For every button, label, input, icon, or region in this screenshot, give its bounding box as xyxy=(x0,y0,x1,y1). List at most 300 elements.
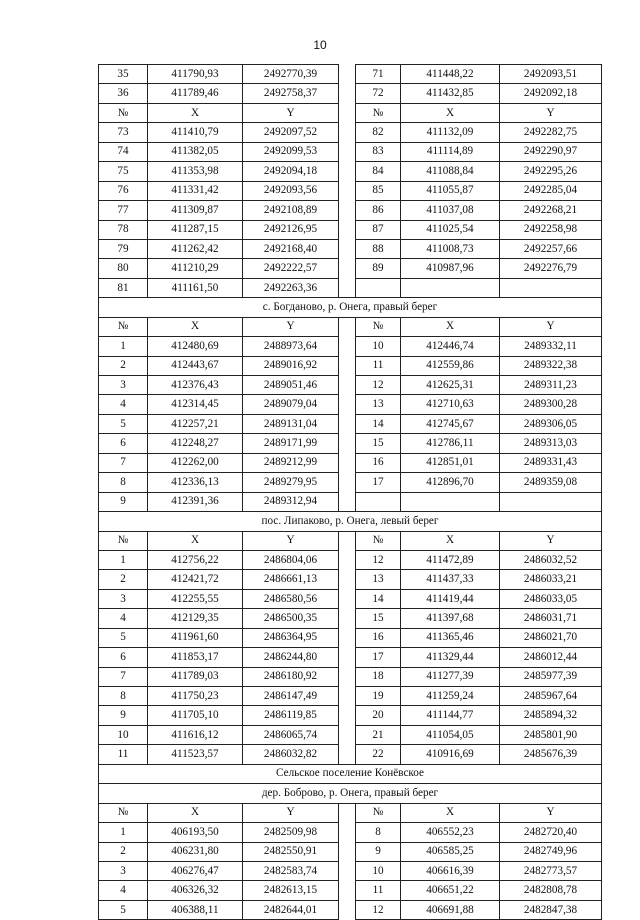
column-header-x: X xyxy=(401,531,500,550)
y-coordinate: 2485977,39 xyxy=(500,667,602,686)
coordinates-table xyxy=(98,64,602,920)
point-number: 15 xyxy=(356,609,401,628)
table-row xyxy=(99,881,602,900)
point-number: 8 xyxy=(99,473,148,492)
point-number: 75 xyxy=(99,162,148,181)
x-coordinate: 411410,79 xyxy=(148,123,243,142)
y-coordinate: 2489331,43 xyxy=(500,453,602,472)
column-header-x: X xyxy=(148,317,243,336)
point-number: 12 xyxy=(356,900,401,919)
column-header-num: № xyxy=(99,317,148,336)
y-coordinate: 2489300,28 xyxy=(500,395,602,414)
point-number: 4 xyxy=(99,609,148,628)
column-gap xyxy=(339,201,356,220)
y-coordinate: 2486119,85 xyxy=(243,706,339,725)
column-gap xyxy=(339,628,356,647)
x-coordinate: 411616,12 xyxy=(148,725,243,744)
column-header-x: X xyxy=(401,317,500,336)
point-number: 6 xyxy=(99,648,148,667)
y-coordinate: 2482644,01 xyxy=(243,900,339,919)
y-coordinate: 2492257,66 xyxy=(500,239,602,258)
y-coordinate: 2482749,96 xyxy=(500,842,602,861)
column-header-y: Y xyxy=(243,103,339,122)
column-gap xyxy=(339,376,356,395)
x-coordinate: 411054,05 xyxy=(401,725,500,744)
point-number: 8 xyxy=(99,687,148,706)
x-coordinate: 411277,39 xyxy=(401,667,500,686)
y-coordinate: 2492263,36 xyxy=(243,278,339,297)
table-row xyxy=(99,725,602,744)
column-header-y: Y xyxy=(500,103,602,122)
x-coordinate: 410916,69 xyxy=(401,745,500,764)
point-number: 72 xyxy=(356,84,401,103)
column-gap xyxy=(339,881,356,900)
y-coordinate: 2489332,11 xyxy=(500,337,602,356)
y-coordinate: 2489212,99 xyxy=(243,453,339,472)
point-number: 73 xyxy=(99,123,148,142)
column-header-y: Y xyxy=(500,803,602,822)
x-coordinate: 411055,87 xyxy=(401,181,500,200)
table-row xyxy=(99,900,602,919)
table-row xyxy=(99,65,602,84)
table-row xyxy=(99,667,602,686)
y-coordinate: 2492770,39 xyxy=(243,65,339,84)
section-title: Сельское поселение Конёвское xyxy=(99,764,602,783)
point-number: 15 xyxy=(356,434,401,453)
point-number: 9 xyxy=(99,492,148,511)
point-number: 71 xyxy=(356,65,401,84)
x-coordinate: 411025,54 xyxy=(401,220,500,239)
point-number: 12 xyxy=(356,550,401,569)
table-row xyxy=(99,609,602,628)
column-gap xyxy=(339,434,356,453)
point-number: 2 xyxy=(99,842,148,861)
section-title-row xyxy=(99,512,602,531)
table-row xyxy=(99,84,602,103)
x-coordinate: 411448,22 xyxy=(401,65,500,84)
table-row xyxy=(99,706,602,725)
column-gap xyxy=(339,900,356,919)
y-coordinate: 2492092,18 xyxy=(500,84,602,103)
table-row xyxy=(99,220,602,239)
point-number: 89 xyxy=(356,259,401,278)
y-coordinate: 2485801,90 xyxy=(500,725,602,744)
x-coordinate: 412480,69 xyxy=(148,337,243,356)
column-gap xyxy=(339,142,356,161)
column-gap xyxy=(339,706,356,725)
column-gap xyxy=(339,395,356,414)
x-coordinate: 411262,42 xyxy=(148,239,243,258)
column-header-num: № xyxy=(356,803,401,822)
y-coordinate: 2486065,74 xyxy=(243,725,339,744)
table-row xyxy=(99,473,602,492)
y-coordinate: 2492108,89 xyxy=(243,201,339,220)
point-number: 10 xyxy=(356,337,401,356)
section-title: пос. Липаково, р. Онега, левый берег xyxy=(99,512,602,531)
column-gap xyxy=(339,823,356,842)
x-coordinate: 411331,42 xyxy=(148,181,243,200)
y-coordinate: 2482773,57 xyxy=(500,861,602,880)
y-coordinate: 2486804,06 xyxy=(243,550,339,569)
x-coordinate: 406231,80 xyxy=(148,842,243,861)
x-coordinate: 411132,09 xyxy=(401,123,500,142)
point-number: 84 xyxy=(356,162,401,181)
x-coordinate: 412896,70 xyxy=(401,473,500,492)
point-number: 4 xyxy=(99,881,148,900)
x-coordinate: 412786,11 xyxy=(401,434,500,453)
column-gap xyxy=(339,648,356,667)
y-coordinate: 2492126,95 xyxy=(243,220,339,239)
section-title: дер. Боброво, р. Онега, правый берег xyxy=(99,784,602,803)
section-title-row xyxy=(99,764,602,783)
point-number: 77 xyxy=(99,201,148,220)
column-gap xyxy=(339,278,356,297)
x-coordinate: 412851,01 xyxy=(401,453,500,472)
y-coordinate: 2492222,57 xyxy=(243,259,339,278)
table-row xyxy=(99,589,602,608)
section-title-row xyxy=(99,784,602,803)
y-coordinate: 2486033,21 xyxy=(500,570,602,589)
y-coordinate: 2486180,92 xyxy=(243,667,339,686)
y-coordinate: 2489306,05 xyxy=(500,414,602,433)
x-coordinate: 410987,96 xyxy=(401,259,500,278)
x-coordinate: 411961,60 xyxy=(148,628,243,647)
column-header-x: X xyxy=(148,103,243,122)
section-title-row xyxy=(99,298,602,317)
x-coordinate xyxy=(401,278,500,297)
column-header-num: № xyxy=(99,103,148,122)
x-coordinate: 411309,87 xyxy=(148,201,243,220)
column-gap xyxy=(339,337,356,356)
x-coordinate: 411144,77 xyxy=(401,706,500,725)
y-coordinate: 2489359,08 xyxy=(500,473,602,492)
y-coordinate: 2485676,39 xyxy=(500,745,602,764)
table-row xyxy=(99,492,602,511)
x-coordinate: 406552,23 xyxy=(401,823,500,842)
y-coordinate: 2486580,56 xyxy=(243,589,339,608)
x-coordinate: 406651,22 xyxy=(401,881,500,900)
point-number: 35 xyxy=(99,65,148,84)
x-coordinate: 412421,72 xyxy=(148,570,243,589)
point-number: 88 xyxy=(356,239,401,258)
point-number xyxy=(356,278,401,297)
point-number: 11 xyxy=(99,745,148,764)
header-row xyxy=(99,317,602,336)
table-row xyxy=(99,376,602,395)
table-row xyxy=(99,201,602,220)
y-coordinate: 2489016,92 xyxy=(243,356,339,375)
point-number: 9 xyxy=(99,706,148,725)
point-number: 86 xyxy=(356,201,401,220)
y-coordinate: 2486033,05 xyxy=(500,589,602,608)
column-header-x: X xyxy=(148,803,243,822)
x-coordinate: 411397,68 xyxy=(401,609,500,628)
x-coordinate: 406691,88 xyxy=(401,900,500,919)
column-gap xyxy=(339,453,356,472)
point-number: 17 xyxy=(356,648,401,667)
x-coordinate: 406585,25 xyxy=(401,842,500,861)
column-gap xyxy=(339,842,356,861)
y-coordinate: 2482720,40 xyxy=(500,823,602,842)
column-gap xyxy=(339,259,356,278)
point-number: 79 xyxy=(99,239,148,258)
point-number: 22 xyxy=(356,745,401,764)
header-row xyxy=(99,803,602,822)
table-row xyxy=(99,628,602,647)
column-header-num: № xyxy=(99,803,148,822)
point-number: 3 xyxy=(99,861,148,880)
x-coordinate: 406616,39 xyxy=(401,861,500,880)
x-coordinate: 411008,73 xyxy=(401,239,500,258)
point-number: 14 xyxy=(356,414,401,433)
point-number: 12 xyxy=(356,376,401,395)
table-row xyxy=(99,123,602,142)
column-gap xyxy=(339,123,356,142)
header-row xyxy=(99,103,602,122)
y-coordinate xyxy=(500,278,602,297)
point-number: 3 xyxy=(99,376,148,395)
column-gap xyxy=(339,589,356,608)
column-gap xyxy=(339,550,356,569)
y-coordinate: 2492276,79 xyxy=(500,259,602,278)
y-coordinate: 2489279,95 xyxy=(243,473,339,492)
y-coordinate: 2486032,82 xyxy=(243,745,339,764)
point-number: 10 xyxy=(356,861,401,880)
y-coordinate: 2482808,78 xyxy=(500,881,602,900)
x-coordinate: 411088,84 xyxy=(401,162,500,181)
x-coordinate: 411853,17 xyxy=(148,648,243,667)
x-coordinate: 411287,15 xyxy=(148,220,243,239)
point-number: 8 xyxy=(356,823,401,842)
column-header-num: № xyxy=(356,103,401,122)
y-coordinate: 2489322,38 xyxy=(500,356,602,375)
x-coordinate: 411037,08 xyxy=(401,201,500,220)
x-coordinate: 412625,31 xyxy=(401,376,500,395)
column-gap xyxy=(339,65,356,84)
point-number: 80 xyxy=(99,259,148,278)
table-row xyxy=(99,181,602,200)
x-coordinate: 412129,35 xyxy=(148,609,243,628)
x-coordinate: 411114,89 xyxy=(401,142,500,161)
column-gap xyxy=(339,414,356,433)
point-number: 13 xyxy=(356,570,401,589)
point-number: 87 xyxy=(356,220,401,239)
point-number: 82 xyxy=(356,123,401,142)
x-coordinate: 411750,23 xyxy=(148,687,243,706)
x-coordinate: 412248,27 xyxy=(148,434,243,453)
column-gap xyxy=(339,803,356,822)
y-coordinate: 2492093,56 xyxy=(243,181,339,200)
x-coordinate: 411210,29 xyxy=(148,259,243,278)
x-coordinate: 411437,33 xyxy=(401,570,500,589)
point-number: 1 xyxy=(99,550,148,569)
y-coordinate: 2489311,23 xyxy=(500,376,602,395)
x-coordinate: 406388,11 xyxy=(148,900,243,919)
x-coordinate: 412336,13 xyxy=(148,473,243,492)
point-number: 1 xyxy=(99,823,148,842)
column-gap xyxy=(339,687,356,706)
column-gap xyxy=(339,239,356,258)
column-gap xyxy=(339,220,356,239)
column-gap xyxy=(339,317,356,336)
point-number: 2 xyxy=(99,570,148,589)
x-coordinate: 411790,93 xyxy=(148,65,243,84)
x-coordinate xyxy=(401,492,500,511)
x-coordinate: 411161,50 xyxy=(148,278,243,297)
y-coordinate: 2482550,91 xyxy=(243,842,339,861)
x-coordinate: 406193,50 xyxy=(148,823,243,842)
y-coordinate: 2486031,71 xyxy=(500,609,602,628)
x-coordinate: 412257,21 xyxy=(148,414,243,433)
column-header-num: № xyxy=(99,531,148,550)
column-gap xyxy=(339,745,356,764)
x-coordinate: 411419,44 xyxy=(401,589,500,608)
column-header-x: X xyxy=(148,531,243,550)
point-number: 18 xyxy=(356,667,401,686)
column-gap xyxy=(339,667,356,686)
column-gap xyxy=(339,103,356,122)
point-number: 13 xyxy=(356,395,401,414)
column-gap xyxy=(339,473,356,492)
y-coordinate: 2486021,70 xyxy=(500,628,602,647)
point-number: 21 xyxy=(356,725,401,744)
y-coordinate: 2486244,80 xyxy=(243,648,339,667)
column-gap xyxy=(339,162,356,181)
table-row xyxy=(99,395,602,414)
x-coordinate: 406276,47 xyxy=(148,861,243,880)
y-coordinate: 2486147,49 xyxy=(243,687,339,706)
point-number: 1 xyxy=(99,337,148,356)
y-coordinate: 2492258,98 xyxy=(500,220,602,239)
column-header-num: № xyxy=(356,317,401,336)
point-number: 19 xyxy=(356,687,401,706)
point-number: 5 xyxy=(99,628,148,647)
point-number xyxy=(356,492,401,511)
column-gap xyxy=(339,492,356,511)
table-row xyxy=(99,259,602,278)
x-coordinate: 412255,55 xyxy=(148,589,243,608)
x-coordinate: 412262,00 xyxy=(148,453,243,472)
y-coordinate: 2492097,52 xyxy=(243,123,339,142)
point-number: 7 xyxy=(99,667,148,686)
y-coordinate: 2489131,04 xyxy=(243,414,339,433)
table-row xyxy=(99,414,602,433)
x-coordinate: 412391,36 xyxy=(148,492,243,511)
point-number: 5 xyxy=(99,900,148,919)
y-coordinate: 2489171,99 xyxy=(243,434,339,453)
point-number: 81 xyxy=(99,278,148,297)
x-coordinate: 411353,98 xyxy=(148,162,243,181)
y-coordinate: 2489312,94 xyxy=(243,492,339,511)
column-gap xyxy=(339,356,356,375)
x-coordinate: 411382,05 xyxy=(148,142,243,161)
y-coordinate: 2492093,51 xyxy=(500,65,602,84)
point-number: 6 xyxy=(99,434,148,453)
section-title: с. Богданово, р. Онега, правый берег xyxy=(99,298,602,317)
point-number: 11 xyxy=(356,356,401,375)
column-header-y: Y xyxy=(500,531,602,550)
column-header-y: Y xyxy=(500,317,602,336)
y-coordinate: 2486661,13 xyxy=(243,570,339,589)
column-header-y: Y xyxy=(243,317,339,336)
y-coordinate: 2486012,44 xyxy=(500,648,602,667)
y-coordinate: 2492094,18 xyxy=(243,162,339,181)
y-coordinate: 2489313,03 xyxy=(500,434,602,453)
column-header-num: № xyxy=(356,531,401,550)
point-number: 17 xyxy=(356,473,401,492)
table-row xyxy=(99,337,602,356)
x-coordinate: 411789,46 xyxy=(148,84,243,103)
column-header-x: X xyxy=(401,803,500,822)
x-coordinate: 412756,22 xyxy=(148,550,243,569)
point-number: 74 xyxy=(99,142,148,161)
table-row xyxy=(99,648,602,667)
table-row xyxy=(99,842,602,861)
y-coordinate: 2485894,32 xyxy=(500,706,602,725)
table-row xyxy=(99,278,602,297)
y-coordinate: 2492268,21 xyxy=(500,201,602,220)
column-gap xyxy=(339,531,356,550)
column-gap xyxy=(339,84,356,103)
y-coordinate: 2492758,37 xyxy=(243,84,339,103)
table-row xyxy=(99,550,602,569)
x-coordinate: 411259,24 xyxy=(401,687,500,706)
point-number: 4 xyxy=(99,395,148,414)
x-coordinate: 411329,44 xyxy=(401,648,500,667)
point-number: 9 xyxy=(356,842,401,861)
x-coordinate: 412710,63 xyxy=(401,395,500,414)
column-gap xyxy=(339,861,356,880)
point-number: 10 xyxy=(99,725,148,744)
table-row xyxy=(99,434,602,453)
page-number: 10 xyxy=(313,38,327,52)
table-row xyxy=(99,861,602,880)
x-coordinate: 412376,43 xyxy=(148,376,243,395)
y-coordinate: 2486364,95 xyxy=(243,628,339,647)
x-coordinate: 411365,46 xyxy=(401,628,500,647)
y-coordinate: 2486500,35 xyxy=(243,609,339,628)
point-number: 11 xyxy=(356,881,401,900)
point-number: 5 xyxy=(99,414,148,433)
y-coordinate: 2482583,74 xyxy=(243,861,339,880)
table-row xyxy=(99,745,602,764)
point-number: 14 xyxy=(356,589,401,608)
table-row xyxy=(99,453,602,472)
header-row xyxy=(99,531,602,550)
y-coordinate: 2489051,46 xyxy=(243,376,339,395)
table-row xyxy=(99,239,602,258)
point-number: 76 xyxy=(99,181,148,200)
y-coordinate: 2492290,97 xyxy=(500,142,602,161)
x-coordinate: 406326,32 xyxy=(148,881,243,900)
x-coordinate: 412745,67 xyxy=(401,414,500,433)
y-coordinate: 2488973,64 xyxy=(243,337,339,356)
point-number: 78 xyxy=(99,220,148,239)
point-number: 16 xyxy=(356,453,401,472)
x-coordinate: 411789,03 xyxy=(148,667,243,686)
column-gap xyxy=(339,181,356,200)
y-coordinate: 2492168,40 xyxy=(243,239,339,258)
x-coordinate: 412443,67 xyxy=(148,356,243,375)
x-coordinate: 412314,45 xyxy=(148,395,243,414)
y-coordinate: 2482847,38 xyxy=(500,900,602,919)
column-gap xyxy=(339,725,356,744)
table-row xyxy=(99,570,602,589)
y-coordinate: 2492099,53 xyxy=(243,142,339,161)
y-coordinate: 2492295,26 xyxy=(500,162,602,181)
y-coordinate: 2492285,04 xyxy=(500,181,602,200)
y-coordinate: 2482509,98 xyxy=(243,823,339,842)
